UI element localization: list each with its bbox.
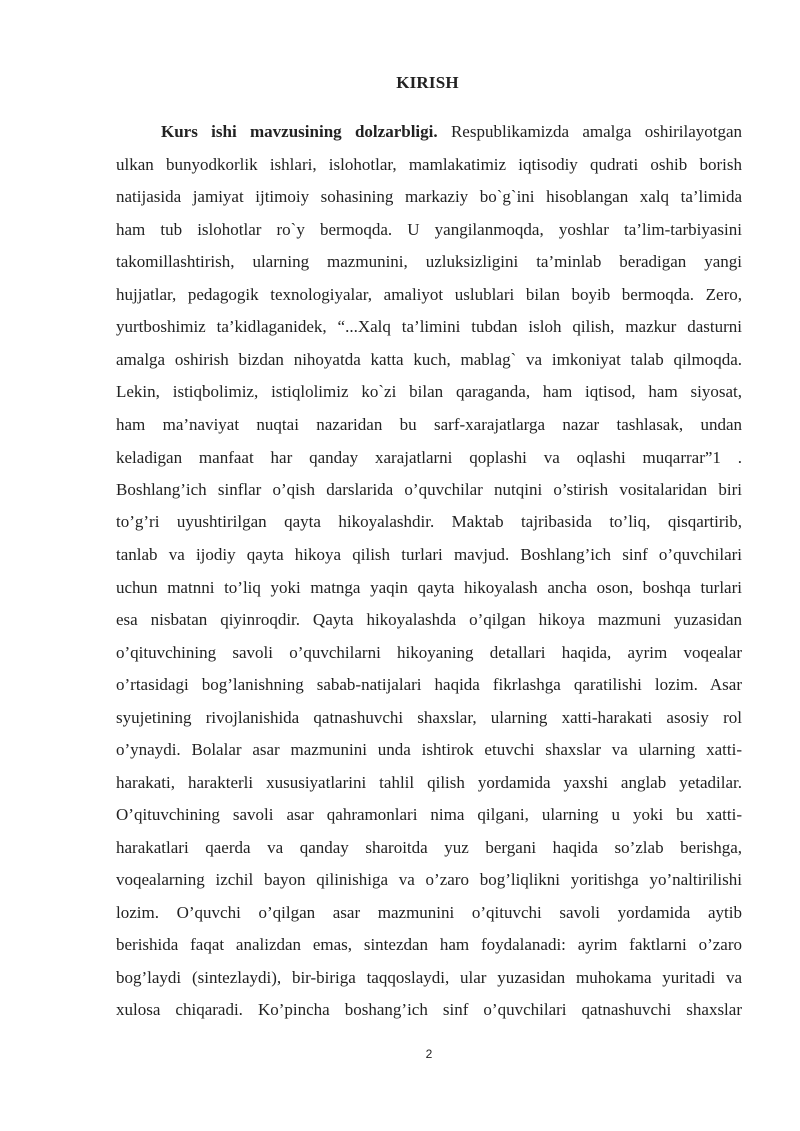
paragraph-line: Lekin, istiqbolimiz, istiqlolimiz ko`zi bilan qaraganda, ham iqtisod, ham siyosat,	[116, 382, 742, 401]
paragraph-line: lozim. O’quvchi o’qilgan asar mazmunini o’qituvchi savoli yordamida aytib	[116, 903, 742, 922]
paragraph-line: amalga oshirish bizdan nihoyatda katta kuch, mablag` va imkoniyat talab qilmoqda.	[116, 350, 742, 369]
lead-phrase: Kurs ishi mavzusining dolzarbligi.	[161, 122, 438, 141]
paragraph-line: to’g’ri uyushtirilgan qayta hikoyalashdir. Maktab tajribasida to’liq, qisqartirib,	[116, 512, 742, 531]
paragraph-line: natijasida jamiyat ijtimoiy sohasining markaziy bo`g`ini hisoblangan xalq ta’limida	[116, 187, 742, 206]
paragraph-line: takomillashtirish, ularning mazmunini, uzluksizligini ta’minlab beradigan yangi	[116, 252, 742, 271]
paragraph-line: yurtboshimiz ta’kidlaganidek, “...Xalq ta’limini tubdan isloh qilish, mazkur dasturni	[116, 317, 742, 336]
paragraph-line: o’qituvchining savoli o’quvchilarni hikoyaning detallari haqida, ayrim voqealar	[116, 643, 742, 662]
paragraph-line: bog’laydi (sintezlaydi), bir-biriga taqqoslaydi, ular yuzasidan muhokama yuritadi va	[116, 968, 742, 987]
paragraph-line: xulosa chiqaradi. Ko’pincha boshang’ich sinf o’quvchilari qatnashuvchi shaxslar	[116, 1000, 742, 1019]
paragraph-line: O’qituvchining savoli asar qahramonlari nima qilgani, ularning u yoki bu xatti-	[116, 805, 742, 824]
paragraph-line: berishida faqat analizdan emas, sintezdan ham foydalanadi: ayrim faktlarni o’zaro	[116, 935, 742, 954]
paragraph-line: ham ma’naviyat nuqtai nazaridan bu sarf-xarajatlarga nazar tashlasak, undan	[116, 415, 742, 434]
paragraph-line: harakati, harakterli xususiyatlarini tahlil qilish yordamida yaxshi anglab yetadilar.	[116, 773, 742, 792]
section-heading: KIRISH	[396, 73, 459, 92]
paragraph-line	[161, 122, 742, 142]
paragraph-line: harakatlari qaerda va qanday sharoitda yuz bergani haqida so’zlab berishga,	[116, 838, 742, 857]
paragraph-line: keladigan manfaat har qanday xarajatlarni qoplashi va oqlashi muqarrar”1 .	[116, 448, 742, 467]
paragraph-line: o’ynaydi. Bolalar asar mazmunini unda ishtirok etuvchi shaxslar va ularning xatti-	[116, 740, 742, 759]
page-number: 2	[425, 1047, 433, 1061]
paragraph-line: tanlab va ijodiy qayta hikoya qilish turlari mavjud. Boshlang’ich sinf o’quvchilari	[116, 545, 742, 564]
paragraph-line: syujetining rivojlanishida qatnashuvchi shaxslar, ularning xatti-harakati asosiy rol	[116, 708, 742, 727]
paragraph-line: ham tub islohotlar ro`y bermoqda. U yangilanmoqda, yoshlar ta’lim-tarbiyasini	[116, 220, 742, 239]
paragraph-line: ulkan bunyodkorlik ishlari, islohotlar, mamlakatimiz iqtisodiy qudrati oshib borish	[116, 155, 742, 174]
paragraph-line: hujjatlar, pedagogik texnologiyalar, amaliyot uslublari bilan boyib bermoqda. Zero,	[116, 285, 742, 304]
paragraph-line: o’rtasidagi bog’lanishning sabab-natijalari haqida fikrlashga qaratilishi lozim. Asar	[116, 675, 742, 694]
line-text: Respublikamizda amalga oshirilayotgan	[450, 122, 743, 141]
paragraph-line: uchun matnni to’liq yoki matnga yaqin qayta hikoyalash ancha oson, boshqa turlari	[116, 578, 742, 597]
paragraph-line: Boshlang’ich sinflar o’qish darslarida o’quvchilar nutqini o’stirish vositalaridan biri	[116, 480, 742, 499]
paragraph-line: esa nisbatan qiyinroqdir. Qayta hikoyalashda o’qilgan hikoya mazmuni yuzasidan	[116, 610, 742, 629]
paragraph-line: voqealarning izchil bayon qilinishiga va o’zaro bog’liqlikni yoritishga yo’naltirilishi	[116, 870, 742, 889]
